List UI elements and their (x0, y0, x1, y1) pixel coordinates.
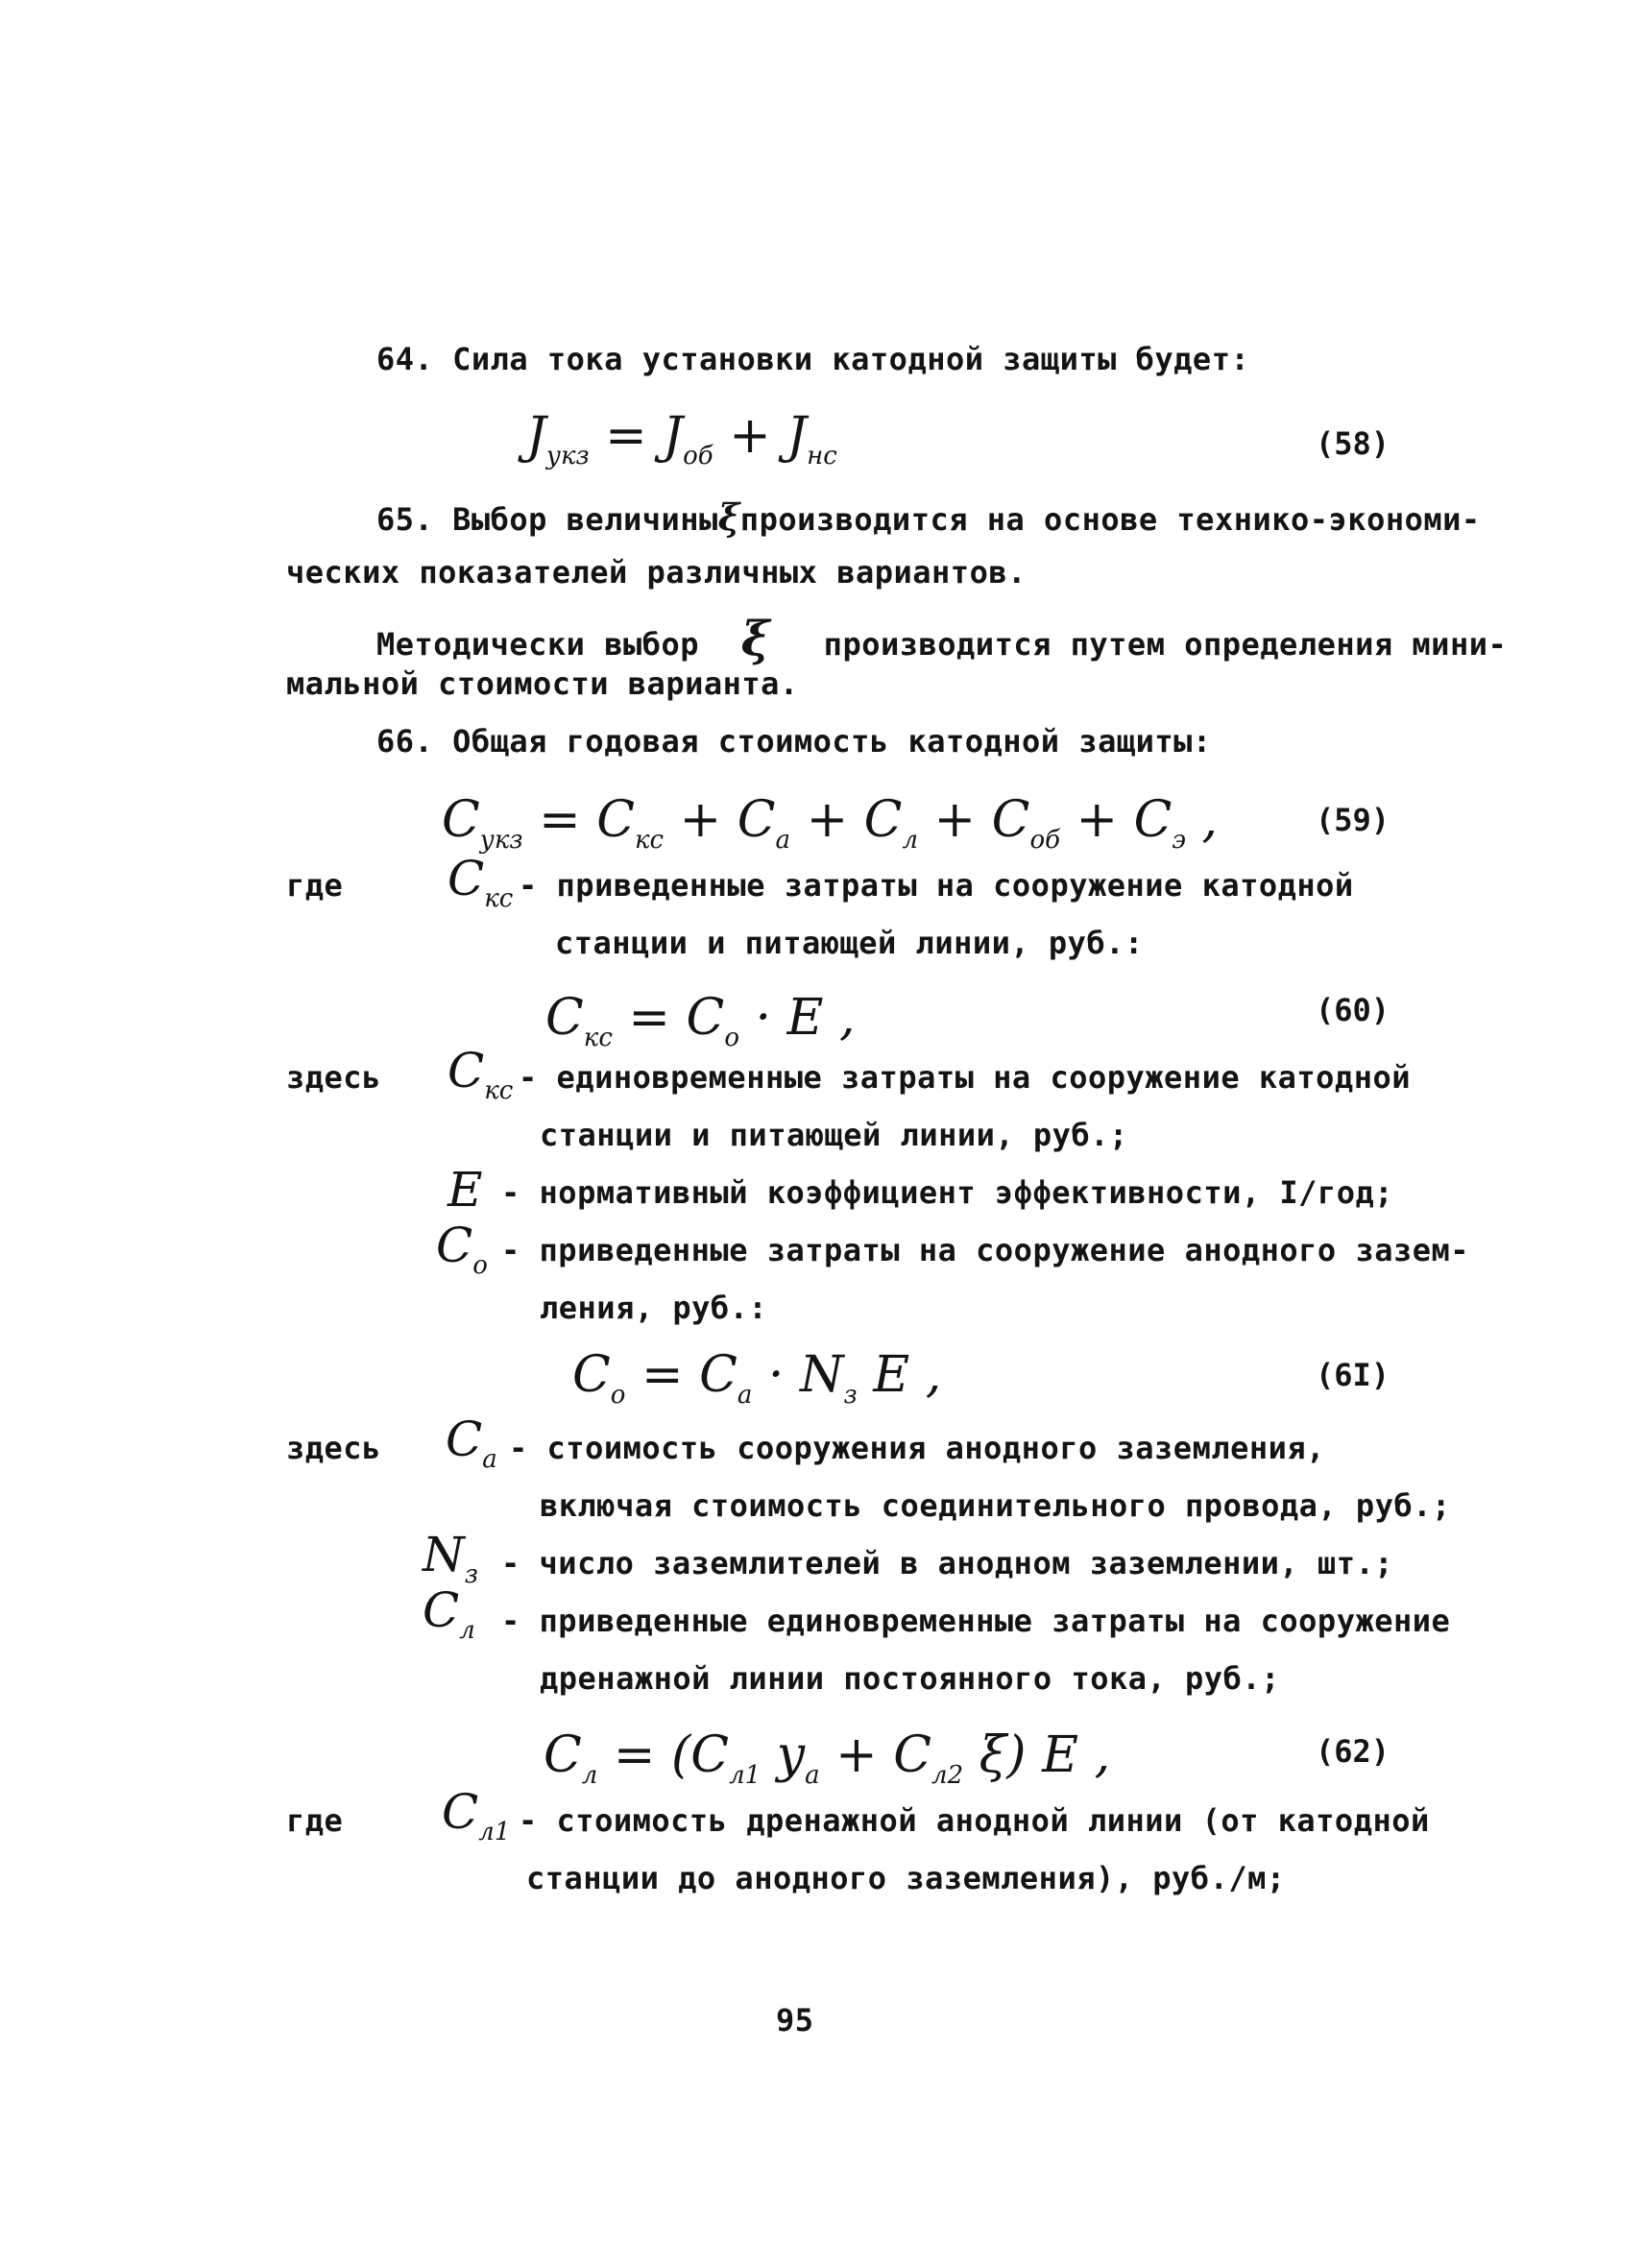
formula-60-term1-sub: о (724, 1024, 739, 1052)
symbol-sub: а (482, 1445, 497, 1474)
symbol-e (447, 1162, 483, 1218)
symbol-sub: кс (484, 884, 514, 913)
definition-n-z-line1: - число заземлителей в анодном заземлении, шт.; (501, 1545, 1393, 1581)
symbol-c-l (423, 1582, 475, 1645)
symbol-c-o (436, 1218, 488, 1280)
formula-59-term5-sub: э (1172, 826, 1186, 855)
formula-62-lhs-sub: л (581, 1761, 598, 1790)
paragraph-66: 66. Общая годовая стоимость катодной защиты: (376, 723, 1212, 760)
formula-59-term1: = C (522, 791, 636, 849)
paragraph-65-text-b: производится на основе технико-экономи- (739, 501, 1481, 538)
formula-58 (526, 407, 837, 470)
formula-58-term1: = J (589, 407, 684, 465)
formula-59-term3: + C (790, 791, 903, 849)
definition-c-l-line2: дренажной линии постоянного тока, руб.; (540, 1660, 1280, 1697)
symbol-sub: з (464, 1560, 478, 1589)
symbol-c-l1 (442, 1784, 511, 1846)
equation-number-58: (58) (1316, 425, 1390, 462)
definition-c-o-line1: - приведенные затраты на сооружение анодного зазем- (501, 1232, 1470, 1268)
formula-62-term3: + C (819, 1726, 932, 1784)
equation-number-59: (59) (1316, 802, 1390, 838)
definition-c-l1-line1: - стоимость дренажной анодной линии (от катодной (519, 1802, 1430, 1839)
formula-59-term3-sub: л (902, 826, 919, 855)
label-where: где (286, 1802, 344, 1839)
formula-59-term2: + C (664, 791, 776, 849)
label-here: здесь (286, 1430, 381, 1466)
formula-59-lhs: C (442, 791, 480, 849)
symbol-main: E (447, 1162, 483, 1218)
formula-60-lhs: C (545, 989, 584, 1047)
formula-59-term5: + C (1059, 791, 1173, 849)
definition-c-ks-line1: - приведенные затраты на сооружение катодной (519, 867, 1354, 904)
formula-62-term4: ξ) E , (963, 1726, 1111, 1784)
formula-61-lhs-sub: о (610, 1381, 626, 1410)
formula-61-term1: = C (625, 1346, 737, 1404)
definition-c-ks-line2: станции и питающей линии, руб.: (555, 925, 1144, 961)
symbol-main: C (447, 1043, 485, 1098)
formula-59-term4: + C (918, 791, 1030, 849)
symbol-sub: л (459, 1616, 475, 1645)
formula-62 (544, 1726, 1111, 1790)
formula-59-term1-sub: кс (635, 826, 665, 855)
symbol-main: C (423, 1582, 460, 1638)
formula-60-term2: · E , (738, 989, 856, 1047)
formula-58-term1-sub: об (683, 442, 713, 470)
formula-58-lhs-sub: укз (545, 442, 590, 470)
equation-number-62: (62) (1316, 1733, 1390, 1770)
definition-c-a-line1: - стоимость сооружения анодного заземления, (509, 1430, 1325, 1466)
formula-62-term3-sub: л2 (931, 1761, 964, 1790)
symbol-c-a (446, 1411, 497, 1474)
formula-62-term1-sub: л1 (729, 1761, 762, 1790)
xi-symbol: ξ (740, 610, 770, 666)
formula-59-comma: , (1185, 791, 1219, 849)
formula-62-term2-sub: а (805, 1761, 820, 1790)
definition-c-ks-once-line2: станции и питающей линии, руб.; (540, 1117, 1128, 1153)
formula-59-lhs-sub: укз (479, 826, 523, 855)
definition-c-l-line1: - приведенные единовременные затраты на сооружение (501, 1603, 1451, 1639)
formula-62-term1: = (C (597, 1726, 730, 1784)
formula-60-term1: = C (612, 989, 725, 1047)
xi-symbol: ξ (717, 495, 740, 539)
formula-61-lhs: C (572, 1346, 611, 1404)
definition-c-l1-line2: станции до анодного заземления), руб./м; (526, 1860, 1286, 1896)
symbol-main: C (446, 1411, 483, 1467)
formula-61-term2: · N (752, 1346, 844, 1404)
formula-61-term2-sub: з (843, 1381, 858, 1410)
definition-c-o-line2: ления, руб.: (540, 1290, 768, 1326)
equation-number-61: (6I) (1316, 1357, 1390, 1393)
symbol-n-z (423, 1527, 478, 1589)
method-text-b: производится путем определения мини- (823, 626, 1508, 663)
symbol-main: N (423, 1527, 465, 1582)
label-here: здесь (286, 1059, 381, 1096)
formula-61-term3: E , (857, 1346, 942, 1404)
method-line1 (376, 610, 1508, 666)
symbol-sub: кс (484, 1076, 514, 1105)
paragraph-65-line1 (376, 495, 1481, 539)
symbol-c-ks (447, 1043, 514, 1105)
symbol-sub: л1 (478, 1818, 511, 1846)
page-number: 95 (776, 2002, 814, 2039)
equation-number-60: (60) (1316, 992, 1390, 1028)
formula-61 (572, 1346, 942, 1410)
label-where: где (286, 867, 344, 904)
method-line2: мальной стоимости варианта. (286, 665, 799, 702)
symbol-main: C (436, 1218, 473, 1273)
symbol-main: C (447, 851, 485, 906)
formula-62-lhs: C (544, 1726, 582, 1784)
symbol-c-ks (447, 851, 514, 913)
formula-58-lhs: J (526, 407, 546, 465)
formula-58-term2-sub: нс (807, 442, 837, 470)
formula-59-term4-sub: об (1029, 826, 1060, 855)
paragraph-64: 64. Сила тока установки катодной защиты будет: (376, 341, 1250, 377)
definition-e-line1: - нормативный коэффициент эффективности, I/год; (501, 1174, 1393, 1211)
formula-59 (442, 791, 1219, 855)
paragraph-65-line2: ческих показателей различных вариантов. (286, 554, 1027, 591)
formula-59-term2-sub: а (775, 826, 791, 855)
method-text-a: Методически выбор (376, 626, 700, 663)
formula-62-term2: y (761, 1726, 806, 1784)
definition-c-a-line2: включая стоимость соединительного провода, руб.; (540, 1487, 1451, 1524)
symbol-main: C (442, 1784, 479, 1840)
formula-58-term2: + J (713, 407, 808, 465)
definition-c-ks-once-line1: - единовременные затраты на сооружение катодной (519, 1059, 1411, 1096)
formula-60-lhs-sub: кс (583, 1024, 613, 1052)
paragraph-65-text-a: 65. Выбор величины (376, 501, 718, 538)
symbol-sub: о (472, 1251, 488, 1280)
formula-60 (545, 989, 856, 1052)
formula-61-term1-sub: а (737, 1381, 753, 1410)
